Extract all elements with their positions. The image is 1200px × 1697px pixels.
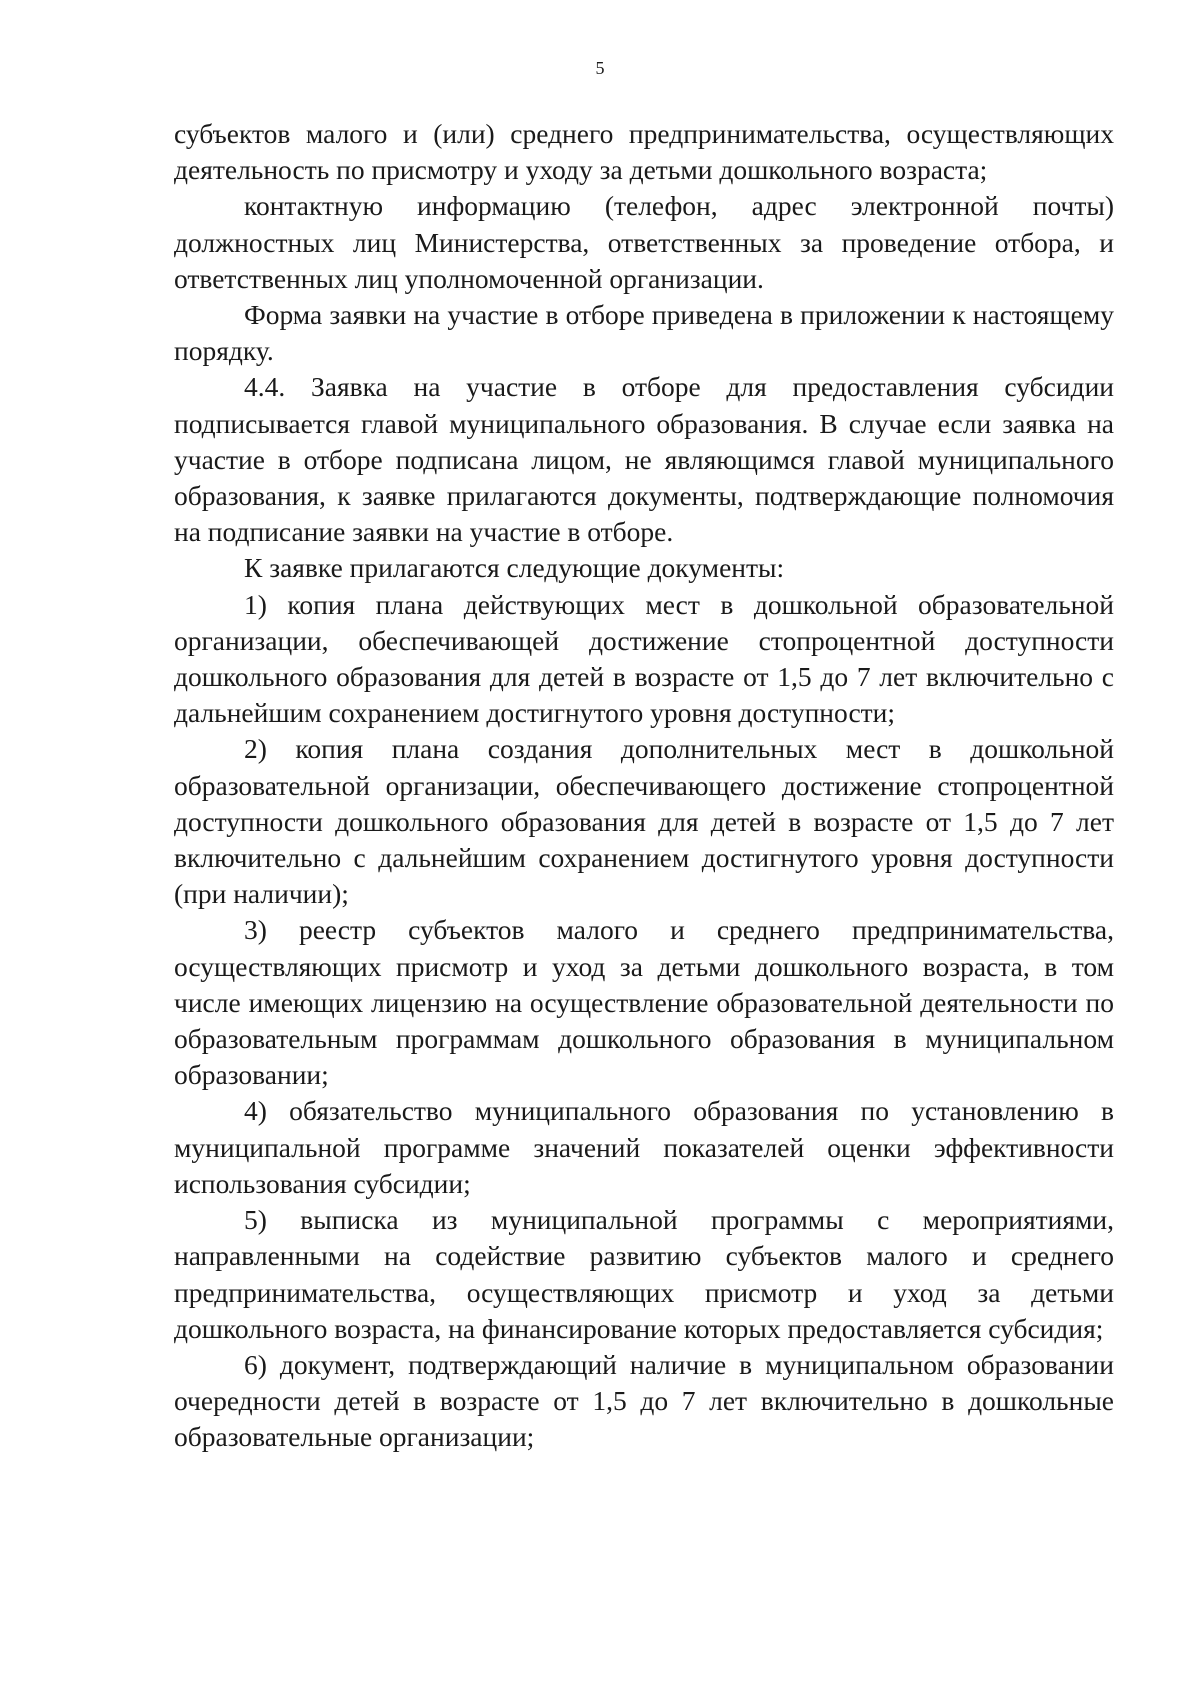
paragraph: Форма заявки на участие в отборе приведена в приложении к настоящему порядку.: [174, 299, 1114, 367]
section-paragraph-4-4: 4.4. Заявка на участие в отборе для предоставления субсидии подписывается главой муниципального образования. В случае если заявка на участие в отборе подписана лицом, не являющимся главой муниципального образования, к заявке прилагаются документы, подтверждающие полномочия на подписание заявки на участие в отборе.: [174, 371, 1114, 548]
list-item: 1) копия плана действующих мест в дошкольной образовательной организации, обеспечивающей достижение стопроцентной доступности дошкольного образования для детей в возрасте от 1,5 до 7 лет включительно с дальнейшим сохранением достигнутого уровня доступности;: [174, 588, 1114, 729]
list-item: 3) реестр субъектов малого и среднего предпринимательства, осуществляющих присмотр и уход за детьми дошкольного возраста, в том числе имеющих лицензию на осуществление образовательной деятельности по образовательным программам дошкольного образования в муниципальном образовании;: [174, 914, 1114, 1091]
paragraph: субъектов малого и (или) среднего предпринимательства, осуществляющих деятельность по присмотру и уходу за детьми дошкольного возраста;: [174, 118, 1114, 186]
list-item: 4) обязательство муниципального образования по установлению в муниципальной программе значений показателей оценки эффективности использования субсидии;: [174, 1095, 1114, 1199]
document-body: [174, 116, 1114, 1456]
list-item: 5) выписка из муниципальной программы с мероприятиями, направленными на содействие развитию субъектов малого и среднего предпринимательства, осуществляющих присмотр и уход за детьми дошкольного возраста, на финансирование которых предоставляется субсидия;: [174, 1204, 1114, 1344]
list-item: 2) копия плана создания дополнительных мест в дошкольной образовательной организации, обеспечивающего достижение стопроцентной доступности дошкольного образования для детей в возрасте от 1,5 до 7 лет включительно с дальнейшим сохранением достигнутого уровня доступности (при наличии);: [174, 733, 1114, 910]
list-item: 6) документ, подтверждающий наличие в муниципальном образовании очередности детей в возрасте от 1,5 до 7 лет включительно в дошкольные образовательные организации;: [174, 1348, 1114, 1453]
paragraph: К заявке прилагаются следующие документы:: [244, 552, 785, 584]
page-number: 5: [595, 58, 605, 78]
paragraph: контактную информацию (телефон, адрес электронной почты) должностных лиц Министерства, ответственных за проведение отбора, и ответственных лиц уполномоченной организации.: [174, 190, 1114, 294]
